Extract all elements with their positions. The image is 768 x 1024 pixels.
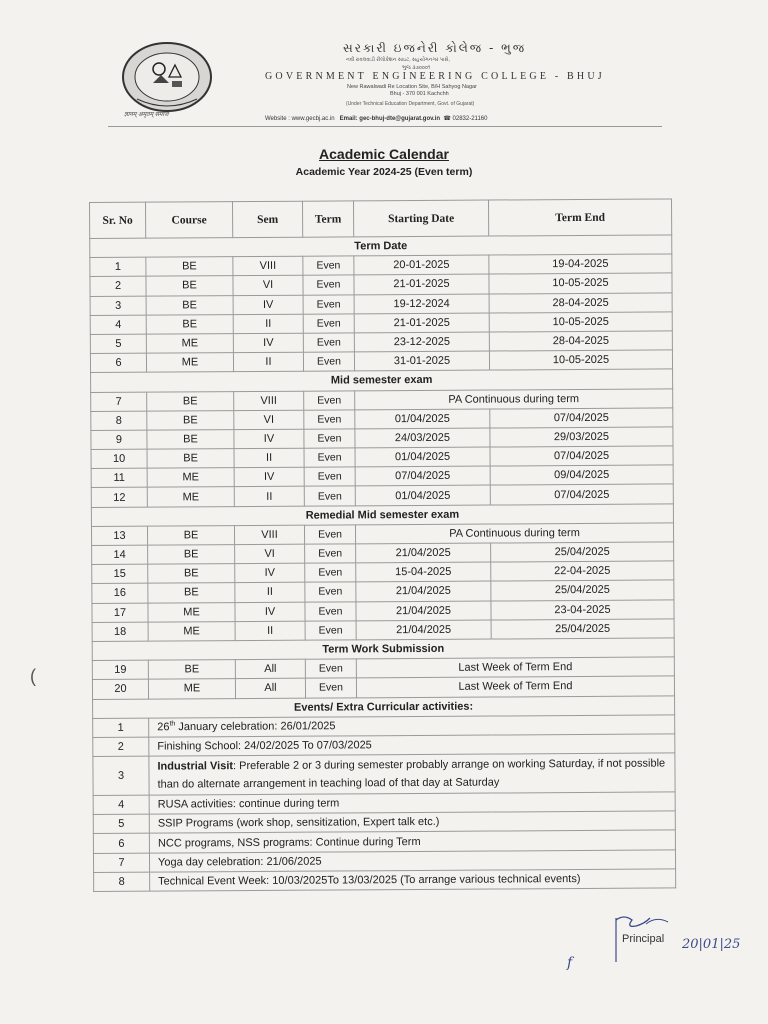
table-cell: 15 <box>92 564 148 584</box>
table-cell: 6 <box>93 834 149 854</box>
table-cell: BE <box>147 391 234 411</box>
table-cell: IV <box>233 295 303 315</box>
header-starting-date: Starting Date <box>353 200 488 237</box>
table-cell: Even <box>304 448 355 467</box>
table-cell: Even <box>303 314 354 333</box>
table-cell: BE <box>146 276 233 296</box>
table-cell: II <box>235 621 305 641</box>
table-cell: IV <box>233 333 303 353</box>
table-cell: 8 <box>94 872 150 892</box>
table-cell: 23-04-2025 <box>491 599 674 619</box>
table-cell: BE <box>146 295 233 315</box>
principal-label: Principal <box>622 933 665 945</box>
table-cell: Finishing School: 24/02/2025 To 07/03/2025 <box>149 734 675 756</box>
table-cell: 21-01-2025 <box>354 313 489 333</box>
cell-text: 26 <box>157 721 170 734</box>
table-cell: 13 <box>91 526 147 546</box>
address-line-2: Bhuj - 370 001 Kachchh <box>390 91 449 97</box>
table-cell: Even <box>303 333 354 352</box>
table-cell: 4 <box>90 315 146 335</box>
table-cell: VIII <box>234 391 304 411</box>
table-cell: PA Continuous during term <box>355 388 673 409</box>
table-cell: 8 <box>91 411 147 431</box>
table-cell: VIII <box>233 256 303 276</box>
address-gujarati-line-2: ભુજ ૩૭૦૦૦૧ <box>402 65 431 71</box>
table-cell: 09/04/2025 <box>490 465 673 485</box>
table-cell: IV <box>234 429 304 449</box>
table-cell: 22-04-2025 <box>491 561 674 581</box>
cell-text: January celebration: 26/01/2025 <box>175 720 336 734</box>
college-name-gujarati: સરકારી ઇજનેરી કોલેજ - ભુજ <box>343 41 527 55</box>
cell-text: Industrial Visit <box>157 760 234 773</box>
table-cell: Even <box>304 486 355 505</box>
table-header-row <box>90 199 672 239</box>
table-cell: IV <box>235 563 305 583</box>
table-cell: 18 <box>92 622 148 642</box>
table-cell: Even <box>304 525 355 544</box>
table-cell: BE <box>148 660 235 680</box>
table-cell: ME <box>147 468 234 488</box>
table-cell: 14 <box>92 545 148 565</box>
table-cell: Mid semester exam <box>91 369 673 392</box>
table-cell: ME <box>148 679 235 699</box>
table-cell: 15-04-2025 <box>356 562 491 582</box>
header-sr-no: Sr. No <box>90 202 146 238</box>
table-cell: 21/04/2025 <box>356 601 491 621</box>
table-cell: ME <box>148 621 235 641</box>
table-cell: ME <box>148 602 235 622</box>
table-cell: BE <box>148 583 235 603</box>
table-cell: Even <box>305 678 356 697</box>
table-cell: BE <box>146 257 233 277</box>
table-cell: 11 <box>91 468 147 488</box>
header-course: Course <box>146 202 233 239</box>
table-cell: Events/ Extra Curricular activities: <box>93 695 675 718</box>
table-cell: 07/04/2025 <box>490 408 673 428</box>
table-cell: 1 <box>93 718 149 738</box>
table-cell: 20-01-2025 <box>354 255 489 275</box>
table-cell: IV <box>234 467 304 487</box>
header-term-end: Term End <box>488 199 671 236</box>
page-title: Academic Calendar <box>319 146 449 162</box>
academic-calendar-table <box>89 198 676 892</box>
table-cell: 10 <box>91 449 147 469</box>
table-cell: 7 <box>91 392 147 412</box>
table-cell: 31-01-2025 <box>354 351 489 371</box>
table-cell: 2 <box>90 277 146 297</box>
table-cell: Even <box>305 659 356 678</box>
table-cell: Last Week of Term End <box>356 657 674 678</box>
table-cell: 01/04/2025 <box>355 409 490 429</box>
table-cell: Yoga day celebration: 21/06/2025 <box>149 850 675 872</box>
table-cell: Even <box>303 294 354 313</box>
table-cell: Even <box>303 352 354 371</box>
table-cell: Even <box>305 544 356 563</box>
phone: 02832-21160 <box>452 116 488 122</box>
table-cell: NCC programs, NSS programs: Continue during Term <box>149 830 675 852</box>
table-cell: 19 <box>92 660 148 680</box>
phone-icon: ☎ <box>443 116 451 122</box>
table-cell: 21/04/2025 <box>356 620 491 640</box>
table-cell: VI <box>233 276 303 296</box>
table-cell: 25/04/2025 <box>491 619 674 639</box>
table-cell: 1 <box>90 257 146 277</box>
page-subtitle: Academic Year 2024-25 (Even term) <box>295 166 473 178</box>
table-cell: 24/03/2025 <box>355 428 490 448</box>
table-cell: Even <box>304 467 355 486</box>
table-cell: 7 <box>93 853 149 873</box>
table-cell: Even <box>304 410 355 429</box>
table-cell: ME <box>147 487 234 507</box>
table-cell: IV <box>235 602 305 622</box>
table-cell: 9 <box>91 430 147 450</box>
contact-line <box>265 115 487 122</box>
table-cell: 12 <box>91 488 147 508</box>
table-cell: 10-05-2025 <box>489 273 672 293</box>
header-term: Term <box>302 201 353 237</box>
table-cell: Term Work Submission <box>92 638 674 661</box>
table-cell: 5 <box>90 334 146 354</box>
event-row <box>94 869 676 892</box>
table-cell: Even <box>303 275 354 294</box>
letterhead-divider <box>108 126 662 127</box>
table-cell: BE <box>148 564 235 584</box>
table-cell: 01/04/2025 <box>355 485 490 505</box>
table-cell: II <box>235 583 305 603</box>
table-cell: 19-04-2025 <box>489 254 672 274</box>
table-cell: 2 <box>93 737 149 757</box>
table-cell: Last Week of Term End <box>356 676 674 697</box>
table-cell: Even <box>305 563 356 582</box>
table-cell: 3 <box>93 756 149 795</box>
table-cell: BE <box>148 545 235 565</box>
table-cell: 25/04/2025 <box>491 580 674 600</box>
table-cell: Even <box>305 601 356 620</box>
table-cell: 07/04/2025 <box>355 466 490 486</box>
website: Website : www.gecbj.ac.in <box>265 116 335 122</box>
table-cell: 20 <box>92 679 148 699</box>
table-cell: Even <box>304 429 355 448</box>
table-cell: 28-04-2025 <box>489 293 672 313</box>
table-cell: 19-12-2024 <box>354 294 489 314</box>
table-cell: PA Continuous during term <box>355 523 673 544</box>
table-cell: Even <box>303 256 354 275</box>
table-cell: 07/04/2025 <box>490 446 673 466</box>
table-cell: Term Date <box>90 235 672 258</box>
table-cell: 4 <box>93 795 149 815</box>
table-cell: 3 <box>90 296 146 316</box>
event-row <box>93 753 675 796</box>
table-cell: Technical Event Week: 10/03/2025To 13/03/2025 (To arrange various technical events) <box>150 869 676 891</box>
table-cell: 17 <box>92 603 148 623</box>
table-cell: II <box>233 352 303 372</box>
college-logo <box>117 41 217 117</box>
table-cell: 29/03/2025 <box>490 427 673 447</box>
table-cell: 5 <box>93 814 149 834</box>
cell-text: th <box>169 720 176 728</box>
department-line: (Under Technical Education Department, Govt. of Gujarat) <box>346 101 475 107</box>
table-cell: 6 <box>90 353 146 373</box>
table-cell: VI <box>235 544 305 564</box>
cell-text: : Preferable 2 or 3 during semester probably arrange on working Saturday, if not possible than do alternate arrangement in teaching load of that day at Saturday <box>157 757 666 791</box>
table-cell: Even <box>305 582 356 601</box>
table-cell: 16 <box>92 584 148 604</box>
table-cell: BE <box>147 410 234 430</box>
signature-date: 20|01|25 <box>682 937 741 952</box>
college-name-english: GOVERNMENT ENGINEERING COLLEGE - BHUJ <box>265 71 605 82</box>
table-cell: 23-12-2025 <box>354 332 489 352</box>
table-cell: BE <box>146 314 233 334</box>
table-cell: II <box>234 487 304 507</box>
table-cell: Even <box>304 390 355 409</box>
table-cell: 21/04/2025 <box>356 543 491 563</box>
table-cell: VI <box>234 410 304 430</box>
table-cell: All <box>235 659 305 679</box>
table-cell: 07/04/2025 <box>490 484 673 504</box>
table-cell: 10-05-2025 <box>489 350 672 370</box>
table-cell: II <box>233 314 303 334</box>
header-sem: Sem <box>233 201 303 237</box>
table-cell: SSIP Programs (work shop, sensitization, Expert talk etc.) <box>149 811 675 833</box>
table-cell: 01/04/2025 <box>355 447 490 467</box>
table-cell: BE <box>147 525 234 545</box>
logo-motto: ज्ञानम् अमृतम् समाज <box>124 112 169 118</box>
table-cell: Remedial Mid semester exam <box>91 504 673 527</box>
table-cell: 21/04/2025 <box>356 581 491 601</box>
table-cell: 28-04-2025 <box>489 331 672 351</box>
initial-mark: f <box>567 955 573 971</box>
address-gujarati-line-1: નવી રાવલવાડી રીલોકેશન સાઇટ, સહયોગનગર પાસે, <box>346 57 450 63</box>
table-cell <box>149 753 675 795</box>
email: Email: gec-bhuj-dte@gujarat.gov.in <box>339 116 441 122</box>
table-cell: 10-05-2025 <box>489 312 672 332</box>
table-cell: 21-01-2025 <box>354 274 489 294</box>
table-cell: ME <box>146 353 233 373</box>
table-cell: BE <box>147 429 234 449</box>
table-cell: All <box>235 678 305 698</box>
table-cell: BE <box>147 449 234 469</box>
table-cell: 25/04/2025 <box>491 542 674 562</box>
table-cell: VIII <box>234 525 304 545</box>
address-line-1: New Rawalwadi Re Location Site, B/H Sahyog Nagar <box>347 84 477 90</box>
table-cell: ME <box>146 334 233 354</box>
margin-bracket-mark: ( <box>30 666 36 686</box>
table-cell: RUSA activities: continue during term <box>149 792 675 814</box>
table-cell: II <box>234 448 304 468</box>
table-cell: Even <box>305 621 356 640</box>
